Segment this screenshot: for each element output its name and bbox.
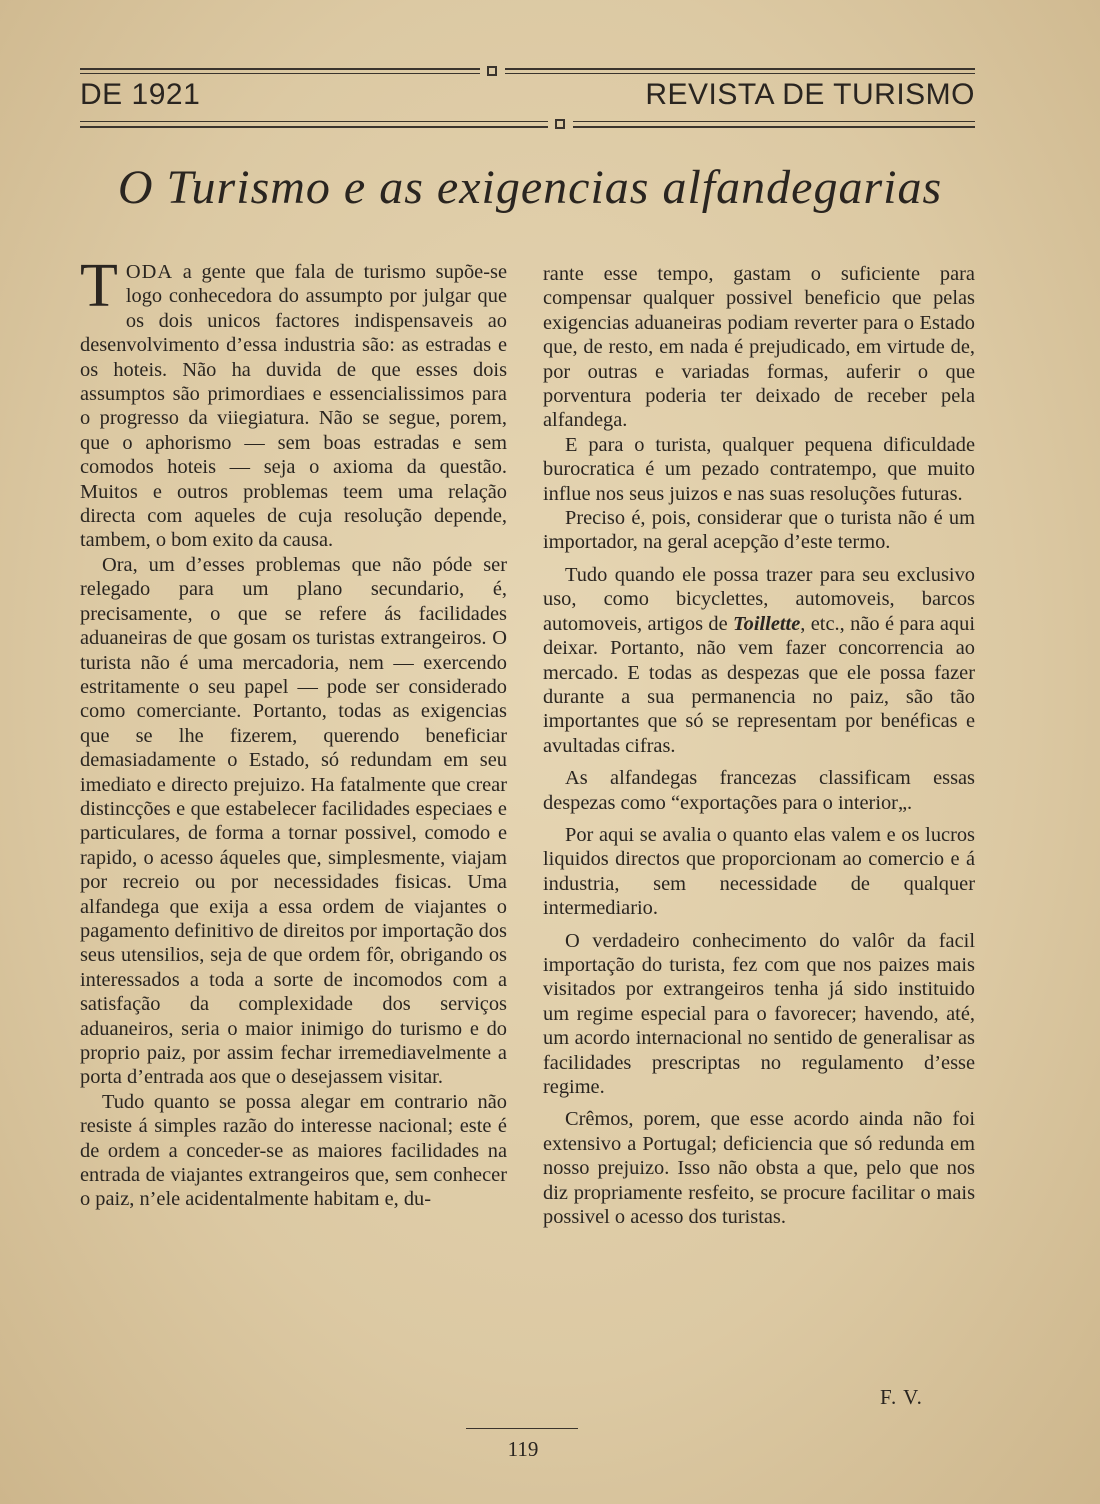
- header-top-rule-left-2: [80, 73, 480, 74]
- author-signature: F. V.: [880, 1385, 923, 1409]
- header-date: DE 1921: [80, 78, 201, 111]
- header-bottom-rule-right: [573, 121, 975, 122]
- paragraph: As alfandegas francezas classificam essas despezas como “exportações para o interior„.: [543, 767, 975, 814]
- paragraph: Por aqui se avalia o quanto elas valem e os lucros liquidos directos que proporcionam ao comercio e á industria, sem necessidade de qualquer intermediario.: [543, 823, 975, 920]
- paragraph: Ora, um d’esses problemas que não póde ser relegado para um plano secundario, é, precisamente, o que se refere ás facilidades aduaneiras de que gosam os turistas extrangeiros. O turista não é uma mercadoria, nem — exercendo estritamente o seu papel — pode ser considerado como comerciante. Portanto, todas as exigencias que se lhe fizerem, querendo beneficiar demasiadamente o Estado, só redundam em seu imediato e directo prejuizo. Ha fatalmente que crear distincções e que estabelecer facilidades especiaes e particulares, de forma a tornar possivel, comodo e rapido, o acesso áqueles que, simplesmente, viajam por recreio ou por necessidades fisicas. Uma alfandega que exija a essa ordem de viajantes o pagamento definitivo de direitos por importação dos seus utensilios, seja de que ordem fôr, obrigando os interessados a toda a sorte de incomodos com a satisfação da complexidade dos serviços aduaneiros, seria o maior inimigo do turismo e do proprio paiz, por assim fechar irremediavelmente a porta d’entrada aos que o desejassem visitar.: [80, 553, 507, 1089]
- article-title: O Turismo e as exigencias alfandegarias: [117, 161, 943, 214]
- header-magazine-title: REVISTA DE TURISMO: [645, 78, 975, 111]
- paragraph: E para o turista, qualquer pequena dificuldade burocratica é um pezado contratempo, que muito influe nos seus juizos e nas suas resoluções futuras.: [543, 433, 975, 505]
- page-number: 119: [507, 1437, 539, 1461]
- toilette-word: Toillette: [733, 612, 801, 635]
- toilette-after: , etc., não é para aqui deixar. Portanto, não vem fazer concorrencia ao mercado. E todas as despezas que ele possa fazer durante a sua permanencia no paiz, são tão importantes que só se representam por benéficas e avultadas cifras.: [543, 612, 975, 757]
- header-top-rule-right-2: [505, 73, 975, 74]
- header-top-rule-right: [505, 68, 975, 70]
- first-paragraph: [80, 252, 507, 553]
- paragraph: Tudo quanto se possa alegar em contrario não resiste á simples razão do interesse nacional; este é de ordem a conceder-se as maiores facilidades na entrada de viajantes extrangeiros que, sem conhecer o paiz, n’ele acidentalmente habitam e, du-: [80, 1090, 507, 1211]
- footer-rule: [466, 1428, 578, 1429]
- paragraph-continued: rante esse tempo, gastam o suficiente para compensar qualquer possivel beneficio que pelas exigencias aduaneiras podiam reverter para o Estado que, de resto, em nada é prejudicado, em virtude de, por outras e variadas formas, auferir o que porventura poderia ter deixado de receber pela alfandega.: [543, 263, 975, 432]
- right-column: [543, 262, 975, 1229]
- header-bottom-rule-left: [80, 121, 548, 122]
- paragraph: Preciso é, pois, considerar que o turista não é um importador, na geral acepção d’este termo.: [543, 507, 975, 554]
- header-top-rule-left: [80, 68, 480, 70]
- paragraph-toilette: [543, 563, 975, 758]
- left-column: [80, 252, 507, 1212]
- paragraph: Crêmos, porem, que esse acordo ainda não foi extensivo a Portugal; deficiencia que só redunda em nosso prejuizo. Isso não obsta a que, pelo que nos diz propriamente resfeito, se procure facilitar o mais possivel o acesso dos turistas.: [543, 1108, 975, 1229]
- header-ornament-square: [487, 66, 497, 76]
- header-ornament-square-2: [555, 119, 565, 129]
- header-bottom-rule-left-2: [80, 126, 548, 128]
- drop-cap: T: [80, 252, 118, 320]
- header-bottom-rule-right-2: [573, 126, 975, 128]
- first-word: ODA: [125, 261, 174, 283]
- first-paragraph-text: a gente que fala de turismo supõe-se logo conhecedora do assumpto por julgar que os dois unicos factores indispensaveis ao desenvolvimento d’essa industria são: as estradas e os hoteis. Não ha duvida de que esses dois assumptos são primordiaes e essencialissimos para o progresso da viiegiatura. Não se segue, porem, que o aphorismo — sem boas estradas e sem comodos hoteis — seja o axioma da questão. Muitos e outros problemas teem uma relação directa com aqueles de cuja resolução depende, tambem, o bom exito da causa.: [80, 261, 507, 552]
- paragraph: O verdadeiro conhecimento do valôr da facil importação do turista, fez com que nos paizes mais visitados por extrangeiros tenha já sido instituido um regime especial para o favorecer; havendo, até, um acordo internacional no sentido de generalisar as facilidades prescriptas no regulamento d’esse regime.: [543, 929, 975, 1098]
- toilette-before: Tudo quando ele possa trazer para seu exclusivo uso, como bicyclettes, automoveis, barcos automoveis, artigos de: [543, 563, 975, 635]
